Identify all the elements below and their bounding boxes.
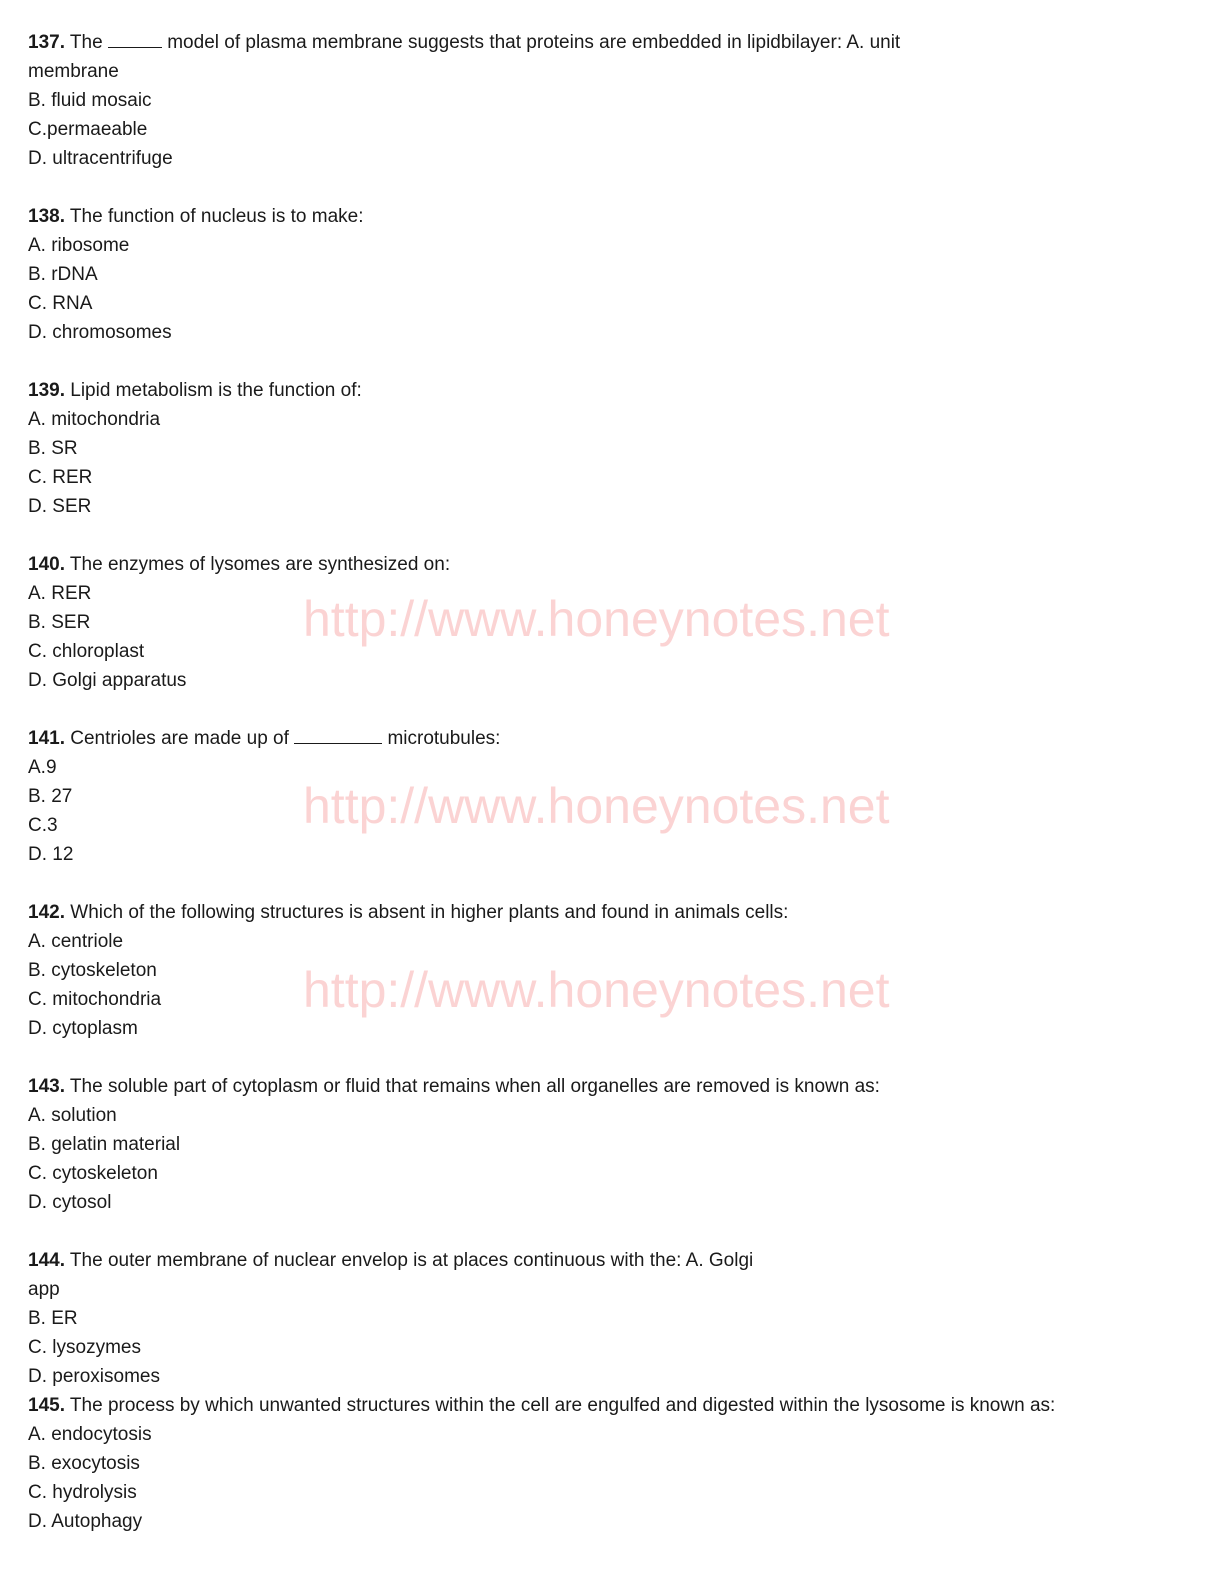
option-a: A. mitochondria: [28, 409, 161, 430]
option-c: C. RNA: [28, 293, 93, 314]
question-stem: [28, 376, 1198, 405]
question-text: The: [64, 32, 108, 53]
question-text: The enzymes of lysomes are synthesized on:: [64, 554, 451, 575]
option-b: B. exocytosis: [28, 1453, 140, 1474]
option-continuation: membrane: [28, 61, 119, 82]
question-stem: [28, 550, 1198, 579]
option-d: D. cytoplasm: [28, 1018, 138, 1039]
option-c: C.3: [28, 815, 58, 836]
question-text: Centrioles are made up of: [64, 728, 295, 749]
question-143: [28, 1072, 1198, 1217]
watermark-text: http://www.honeynotes.net: [303, 778, 890, 834]
option-c: C. hydrolysis: [28, 1482, 137, 1503]
watermark-text: http://www.honeynotes.net: [303, 591, 890, 647]
option-d: D. peroxisomes: [28, 1366, 160, 1387]
question-stem: [28, 1391, 1198, 1420]
question-144: [28, 1246, 1198, 1391]
question-137: [28, 28, 1198, 173]
option-d: D. ultracentrifuge: [28, 148, 173, 169]
option-a: A. centriole: [28, 931, 124, 952]
question-number: 139.: [28, 380, 65, 401]
question-text: The soluble part of cytoplasm or fluid that remains when all organelles are removed is known as:: [64, 1076, 880, 1097]
question-number: 141.: [28, 728, 65, 749]
option-c: C.permaeable: [28, 119, 148, 140]
question-stem: [28, 1246, 1198, 1275]
option-b: B. ER: [28, 1308, 78, 1329]
question-number: 143.: [28, 1076, 65, 1097]
option-d: D. SER: [28, 496, 92, 517]
question-145: [28, 1391, 1198, 1536]
question-stem: [28, 898, 1198, 927]
question-number: 145.: [28, 1395, 65, 1416]
option-d: D. chromosomes: [28, 322, 172, 343]
question-number: 144.: [28, 1250, 65, 1271]
question-number: 138.: [28, 206, 65, 227]
option-a: A. endocytosis: [28, 1424, 152, 1445]
option-b: B. SR: [28, 438, 78, 459]
option-d: D. Golgi apparatus: [28, 670, 187, 691]
option-d: D. Autophagy: [28, 1511, 143, 1532]
question-138: [28, 202, 1198, 347]
option-b: B. fluid mosaic: [28, 90, 152, 111]
question-number: 137.: [28, 32, 65, 53]
question-text: The function of nucleus is to make:: [64, 206, 364, 227]
question-number: 140.: [28, 554, 65, 575]
option-c: C. lysozymes: [28, 1337, 141, 1358]
watermark-text: http://www.honeynotes.net: [303, 962, 890, 1018]
option-a: A. RER: [28, 583, 92, 604]
question-stem: [28, 724, 1198, 753]
question-text: The outer membrane of nuclear envelop is at places continuous with the: A. Golgi: [64, 1250, 754, 1271]
option-c: C. chloroplast: [28, 641, 145, 662]
question-text: Lipid metabolism is the function of:: [64, 380, 362, 401]
option-b: B. cytoskeleton: [28, 960, 157, 981]
question-139: [28, 376, 1198, 521]
question-text: Which of the following structures is absent in higher plants and found in animals cells:: [64, 902, 789, 923]
option-c: C. RER: [28, 467, 93, 488]
option-d: D. cytosol: [28, 1192, 112, 1213]
question-text: The process by which unwanted structures within the cell are engulfed and digested within the lysosome is known as:: [64, 1395, 1056, 1416]
option-a: A.9: [28, 757, 57, 778]
option-c: C. mitochondria: [28, 989, 162, 1010]
question-number: 142.: [28, 902, 65, 923]
option-b: B. 27: [28, 786, 73, 807]
option-c: C. cytoskeleton: [28, 1163, 158, 1184]
question-stem: [28, 1072, 1198, 1101]
option-d: D. 12: [28, 844, 74, 865]
question-stem: [28, 202, 1198, 231]
option-a: A. ribosome: [28, 235, 130, 256]
option-a: A. solution: [28, 1105, 117, 1126]
option-b: B. gelatin material: [28, 1134, 181, 1155]
question-stem: [28, 28, 1198, 57]
question-text: microtubules:: [382, 728, 501, 749]
question-text: model of plasma membrane suggests that proteins are embedded in lipidbilayer: A. unit: [161, 32, 901, 53]
fill-in-blank: [108, 29, 162, 48]
fill-in-blank: [294, 725, 382, 744]
option-b: B. SER: [28, 612, 91, 633]
option-continuation: app: [28, 1279, 60, 1300]
option-b: B. rDNA: [28, 264, 98, 285]
